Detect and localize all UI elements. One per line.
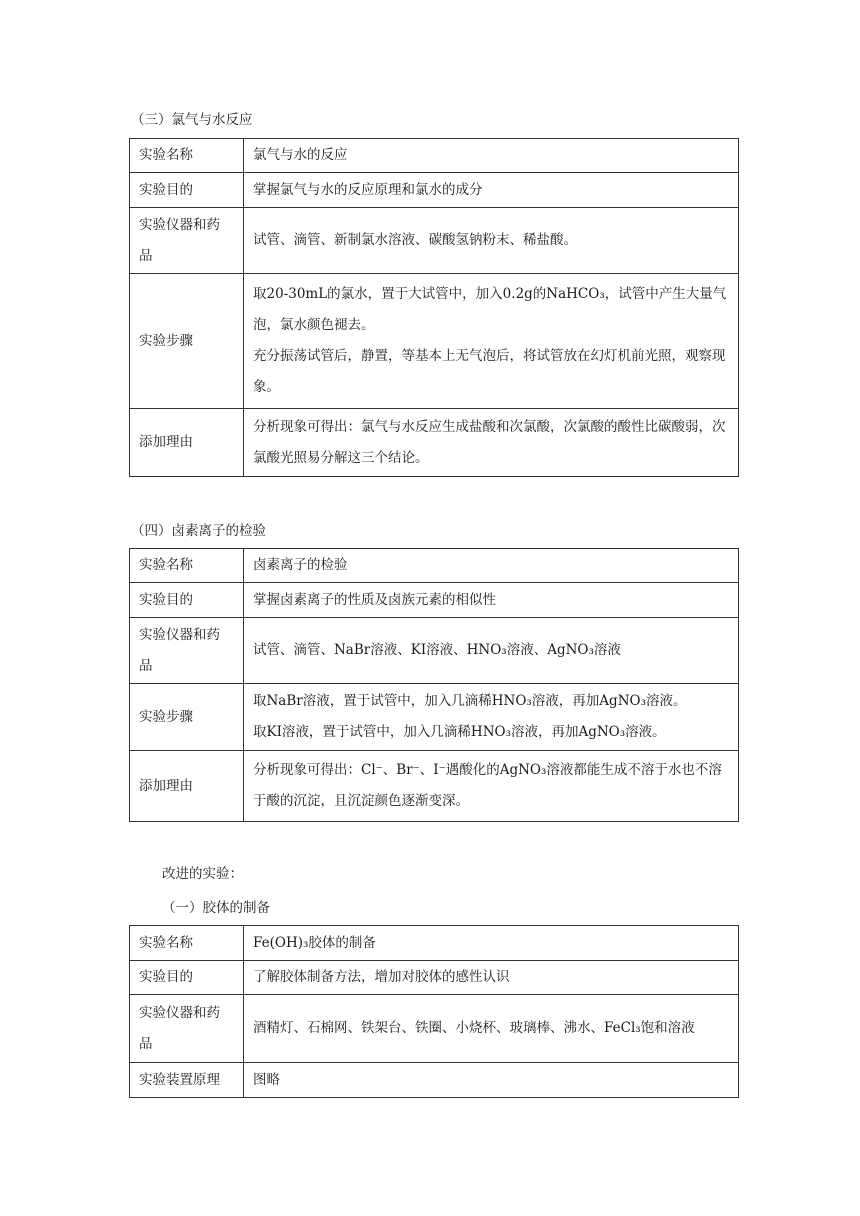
table-row: [130, 173, 739, 208]
table-row: [130, 139, 739, 173]
row-label: 实验目的: [130, 173, 244, 208]
row-content: 氯气与水的反应: [244, 139, 739, 173]
table-row: [130, 208, 739, 274]
row-content: 掌握卤素离子的性质及卤族元素的相似性: [244, 583, 739, 618]
improved-table: [129, 925, 739, 1098]
row-label: 实验仪器和药品: [130, 618, 244, 684]
row-label: 实验目的: [130, 961, 244, 995]
row-label: 实验名称: [130, 926, 244, 961]
section4-heading: （四）卤素离子的检验: [131, 523, 266, 539]
step-paragraph: 取KI溶液，置于试管中，加入几滴稀HNO₃溶液，再加AgNO₃溶液。: [253, 724, 666, 740]
section3-table: [129, 138, 739, 477]
row-content: 试管、滴管、新制氯水溶液、碳酸氢钠粉末、稀盐酸。: [244, 208, 739, 274]
row-content: [244, 684, 739, 751]
step-paragraph: 取20-30mL的氯水，置于大试管中，加入0.2g的NaHCO₃，试管中产生大量气泡，氯水颜色褪去。: [253, 286, 727, 333]
table-row: [130, 684, 739, 751]
section3-heading: （三）氯气与水反应: [131, 112, 253, 128]
row-label: 实验仪器和药品: [130, 208, 244, 274]
row-content: 酒精灯、石棉网、铁架台、铁圈、小烧杯、玻璃棒、沸水、FeCl₃饱和溶液: [244, 995, 739, 1063]
row-label: 添加理由: [130, 751, 244, 822]
row-content: 图略: [244, 1063, 739, 1098]
step-paragraph: 取NaBr溶液，置于试管中，加入几滴稀HNO₃溶液，再加AgNO₃溶液。: [253, 693, 687, 709]
table-row: [130, 549, 739, 583]
table-row: [130, 409, 739, 477]
row-content: 分析现象可得出：氯气与水反应生成盐酸和次氯酸，次氯酸的酸性比碳酸弱，次氯酸光照易分解这三个结论。: [244, 409, 739, 477]
row-content: [244, 274, 739, 409]
row-label: 实验目的: [130, 583, 244, 618]
row-content: 分析现象可得出：Cl⁻、Br⁻、I⁻遇酸化的AgNO₃溶液都能生成不溶于水也不溶于酸的沉淀，且沉淀颜色逐渐变深。: [244, 751, 739, 822]
row-label: 实验步骤: [130, 684, 244, 751]
table-row: [130, 274, 739, 409]
row-label: 实验仪器和药品: [130, 995, 244, 1063]
table-row: [130, 583, 739, 618]
step-paragraph: 充分振荡试管后，静置，等基本上无气泡后，将试管放在幻灯机前光照，观察现象。: [253, 348, 726, 395]
improved-heading: （一）胶体的制备: [162, 900, 270, 916]
row-content: 卤素离子的检验: [244, 549, 739, 583]
row-label: 实验名称: [130, 139, 244, 173]
section4-table: [129, 548, 739, 822]
table-row: [130, 618, 739, 684]
row-content: Fe(OH)₃胶体的制备: [244, 926, 739, 961]
table-row: [130, 995, 739, 1063]
row-label: 实验步骤: [130, 274, 244, 409]
row-content: 了解胶体制备方法，增加对胶体的感性认识: [244, 961, 739, 995]
row-label: 实验装置原理: [130, 1063, 244, 1098]
table-row: [130, 1063, 739, 1098]
row-content: 试管、滴管、NaBr溶液、KI溶液、HNO₃溶液、AgNO₃溶液: [244, 618, 739, 684]
table-row: [130, 926, 739, 961]
table-row: [130, 751, 739, 822]
row-label: 添加理由: [130, 409, 244, 477]
table-row: [130, 961, 739, 995]
row-content: 掌握氯气与水的反应原理和氯水的成分: [244, 173, 739, 208]
improved-intro: 改进的实验：: [162, 866, 243, 882]
row-label: 实验名称: [130, 549, 244, 583]
